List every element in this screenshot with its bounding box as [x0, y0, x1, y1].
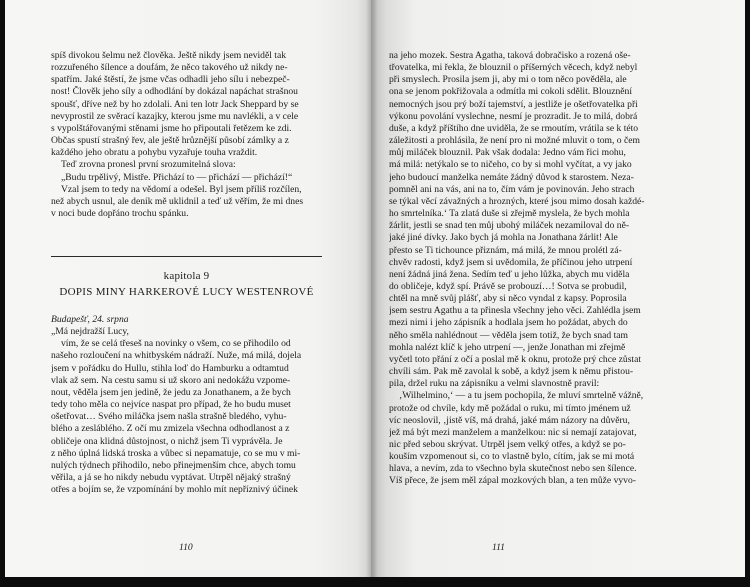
text-line: můj miláček blouznil. Pak však dodala: Jedno vám řici mohu, — [389, 147, 626, 159]
text-line: nost! Člověk jeho síly a odhodlání by dokázal napáchat strašnou — [51, 86, 298, 98]
text-line: výkonu povolání vyslechne, nesmí je prozradit. Je to milá, dobrá — [389, 110, 638, 122]
text-line: chvěv radosti, když jsem si uvědomila, že příčinou jeho utrpení — [389, 256, 633, 268]
text-line: než abych usnul, ale deník mě uklidnil a teď už věřím, že mi dnes — [51, 195, 304, 207]
book-gutter — [366, 0, 378, 577]
text-line: nout, věděla jsem jen jedině, že jedu za Jonathanem, a že bych — [51, 386, 291, 398]
text-line: přesto se Ti tichounce přiznám, má milá, že mnou prolétl zá- — [389, 244, 622, 256]
letter-text-block — [51, 314, 322, 496]
right-text-block — [389, 50, 668, 488]
letter-salutation: „Má nejdražší Lucy, — [51, 326, 129, 338]
text-line: něho směla nahlédnout — věděla jsem totiž, že bych snad tam — [389, 329, 628, 341]
text-line: není žádná jiná žena. Sedím teď u jeho lůžka, abych mu viděla — [389, 268, 630, 280]
text-line: jsem sestru Agathu a ta přinesla všechny jeho věci. Zahlédla jsem — [389, 305, 641, 317]
text-line: vím, že se celá třeseš na novinky o všem, co se přihodilo od — [61, 338, 291, 350]
chapter-title: DOPIS MINY HARKEROVÉ LUCY WESTENROVÉ — [59, 286, 314, 298]
text-line: spíš divokou šelmu než člověka. Ještě nikdy jsem neviděl tak — [51, 50, 287, 61]
page-number: 111 — [492, 542, 505, 553]
text-line: rozzuřeného šílence a doufám, že něco takového už nikdy ne- — [51, 62, 288, 74]
right-page — [371, 0, 745, 577]
text-line: Víš přece, že jsem měl zápal mozkových blan, a ten může vyvo- — [389, 475, 636, 487]
text-line: kouším vzpomenout si, co to vlastně bylo, cítím, jak se mi motá — [389, 451, 635, 463]
text-line: v noci bude dopřáno trochu spánku. — [51, 208, 189, 220]
text-line: má milá: netýkalo se to ničeho, co by si mohl vyčítat, a vy jako — [389, 159, 632, 171]
text-line: „Budu trpělivý, Mistře. Přichází to — přichází — přichází!“ — [61, 171, 293, 183]
text-line: pomněl ani na vás, ani na to, čím vám je povinován. Jeho strach — [389, 183, 635, 195]
text-line: mezi nimi i jeho zápisník a hodlala jsem ho požádat, abych do — [389, 317, 628, 329]
page-number: 110 — [179, 542, 193, 553]
text-line: protože od chvíle, kdy mě požádal o ruku, mi tímto jménem už — [389, 402, 631, 414]
text-line: jeho budoucí manželka nemáte žádný důvod k starostem. Neza- — [389, 171, 634, 183]
text-line: vyčetl toto přání z očí a poslal mě k oknu, protože prý chce zůstat — [389, 353, 642, 365]
text-line: obličeje ona klidná důstojnost, o nichž jsem Ti vyprávěla. Je — [51, 435, 283, 447]
text-line: mohla nalézt klíč k jeho utrpení —, jenže Jonathan mi zřejmě — [389, 341, 626, 353]
text-line: nic před sebou skrývat. Utrpěl jsem velký otřes, a když se po- — [389, 439, 626, 450]
text-line: otřes a bojím se, že vzpomínání by mohlo mít nepříznivý účinek — [51, 484, 298, 496]
text-line: Teď zrovna pronesl první srozumitelná slova: — [61, 159, 236, 171]
text-line: nemocných jsou prý boží tajemství, a jestliže je ošetřovatelka při — [389, 98, 638, 110]
letter-dateline: Budapešť, 24. srpna — [51, 314, 129, 325]
text-line: spoušť, dříve než by ho zdolali. Ani ten lotr Jack Sheppard by se — [51, 98, 299, 110]
text-line: vlak až sem. Na cestu samu si už skoro ani nedokážu vzpome- — [51, 374, 291, 386]
text-line: jsem v pořádku do Hullu, stihla loď do Hamburku a odtamtud — [51, 362, 289, 374]
text-line: ‚Wilhelmino,‘ — a tu jsem pochopila, že mluví smrtelně vážně, — [399, 390, 644, 402]
text-line: hlava, a nevím, zda to všechno byla skutečnost nebo sen šílence. — [389, 463, 637, 475]
text-line: tedy toho měla co nejvíce naspat pro případ, že ho budu muset — [51, 399, 291, 411]
text-line: ošetřovat… Svého miláčka jsem našla strašně bledého, vyhu- — [51, 411, 287, 423]
text-line: ona se jenom pokřižovala a odmítla mi cokoli sdělit. Blouznění — [389, 86, 632, 98]
text-line: s vypolštářovanými stěnami jsme ho připoutali řetězem ke zdi. — [51, 122, 292, 134]
text-line: víc neoslovil, ‚jistě víš, má drahá, jaké mám názory na důvěru, — [389, 414, 630, 426]
text-line: záležitosti a prohlásila, že není pro ni možné mluvit o tom, o čem — [389, 135, 640, 147]
text-line: spatřím. Jaké štěstí, že jsme včas odhadli jeho sílu i nebezpeč- — [51, 74, 290, 86]
text-line: žárlit, jestli se snad ten můj ubohý miláček nezamiloval do ně- — [389, 220, 630, 232]
text-line: našeho rozloučení na whitbyském nádraží. Nuže, má milá, dojela — [51, 350, 302, 362]
text-line: nevyprostil ze svěrací kazajky, kterou jsme mu navlékli, a v cele — [51, 110, 299, 122]
text-line: Občas spustí strašný řev, ale ještě hrůznější působí zámlky a z — [51, 135, 289, 147]
text-line: pila, držel ruku na zápisníku a velmi slavnostně pravil: — [389, 378, 600, 390]
text-line: věřila, a já se ho nikdy nebudu vyptávat. Utrpěl nějaký strašný — [51, 472, 291, 484]
text-line: chvíli sám. Pak mě zavolal k sobě, a když jsem k němu přistou- — [389, 366, 634, 378]
text-line: blého a zesláblého. Z očí mu zmizela všechna odhodlanost a z — [51, 423, 290, 435]
text-line: při smyslech. Prosila jsem ji, aby mi o tom něco pověděla, ale — [389, 74, 627, 86]
text-line: nulých týdnech přihodilo, nebo přinejmenším chce, abych tomu — [51, 459, 296, 471]
text-line: duše, a když příštího dne uviděla, že se rmoutím, vrátila se k této — [389, 122, 639, 134]
text-line: jaké jiné dívky. Jako bych já mohla na Jonathana žárlit! Ale — [389, 232, 618, 244]
text-line: do obličeje, když spí. Právě se probouzí…! Sotva se probudil, — [389, 280, 627, 292]
text-line: jež má být mezi manželem a manželkou: nic si nemají zatajovat, — [389, 426, 637, 438]
text-line: na jeho mozek. Sestra Agatha, taková dobračisko a rozená oše- — [389, 50, 631, 61]
text-line: každého jeho obratu a pohybu vyzařuje touha vraždit. — [51, 147, 258, 159]
text-line: Vzal jsem to tedy na vědomí a odešel. Byl jsem příliš rozčílen, — [61, 183, 302, 195]
text-line: ho smrtelníka.‘ Ta zlatá duše si zřejmě myslela, že bych mohla — [389, 208, 630, 220]
top-text-block — [51, 50, 322, 220]
text-line: třovatelka, mi řekla, že blouznil o příšerných věcech, když nebyl — [389, 62, 638, 74]
text-line: chtěl na mně svůj plášť, aby si něco vyndal z kapsy. Poprosila — [389, 293, 627, 305]
text-line: se týkal věcí závažných a hrozných, které jsou mimo dosah každé- — [389, 195, 645, 207]
section-divider — [51, 256, 322, 257]
chapter-number: kapitola 9 — [163, 270, 210, 282]
text-line: z něho úplná lidská troska a vůbec si nepamatuje, co se mu v mi- — [51, 447, 301, 459]
left-page — [5, 0, 371, 577]
